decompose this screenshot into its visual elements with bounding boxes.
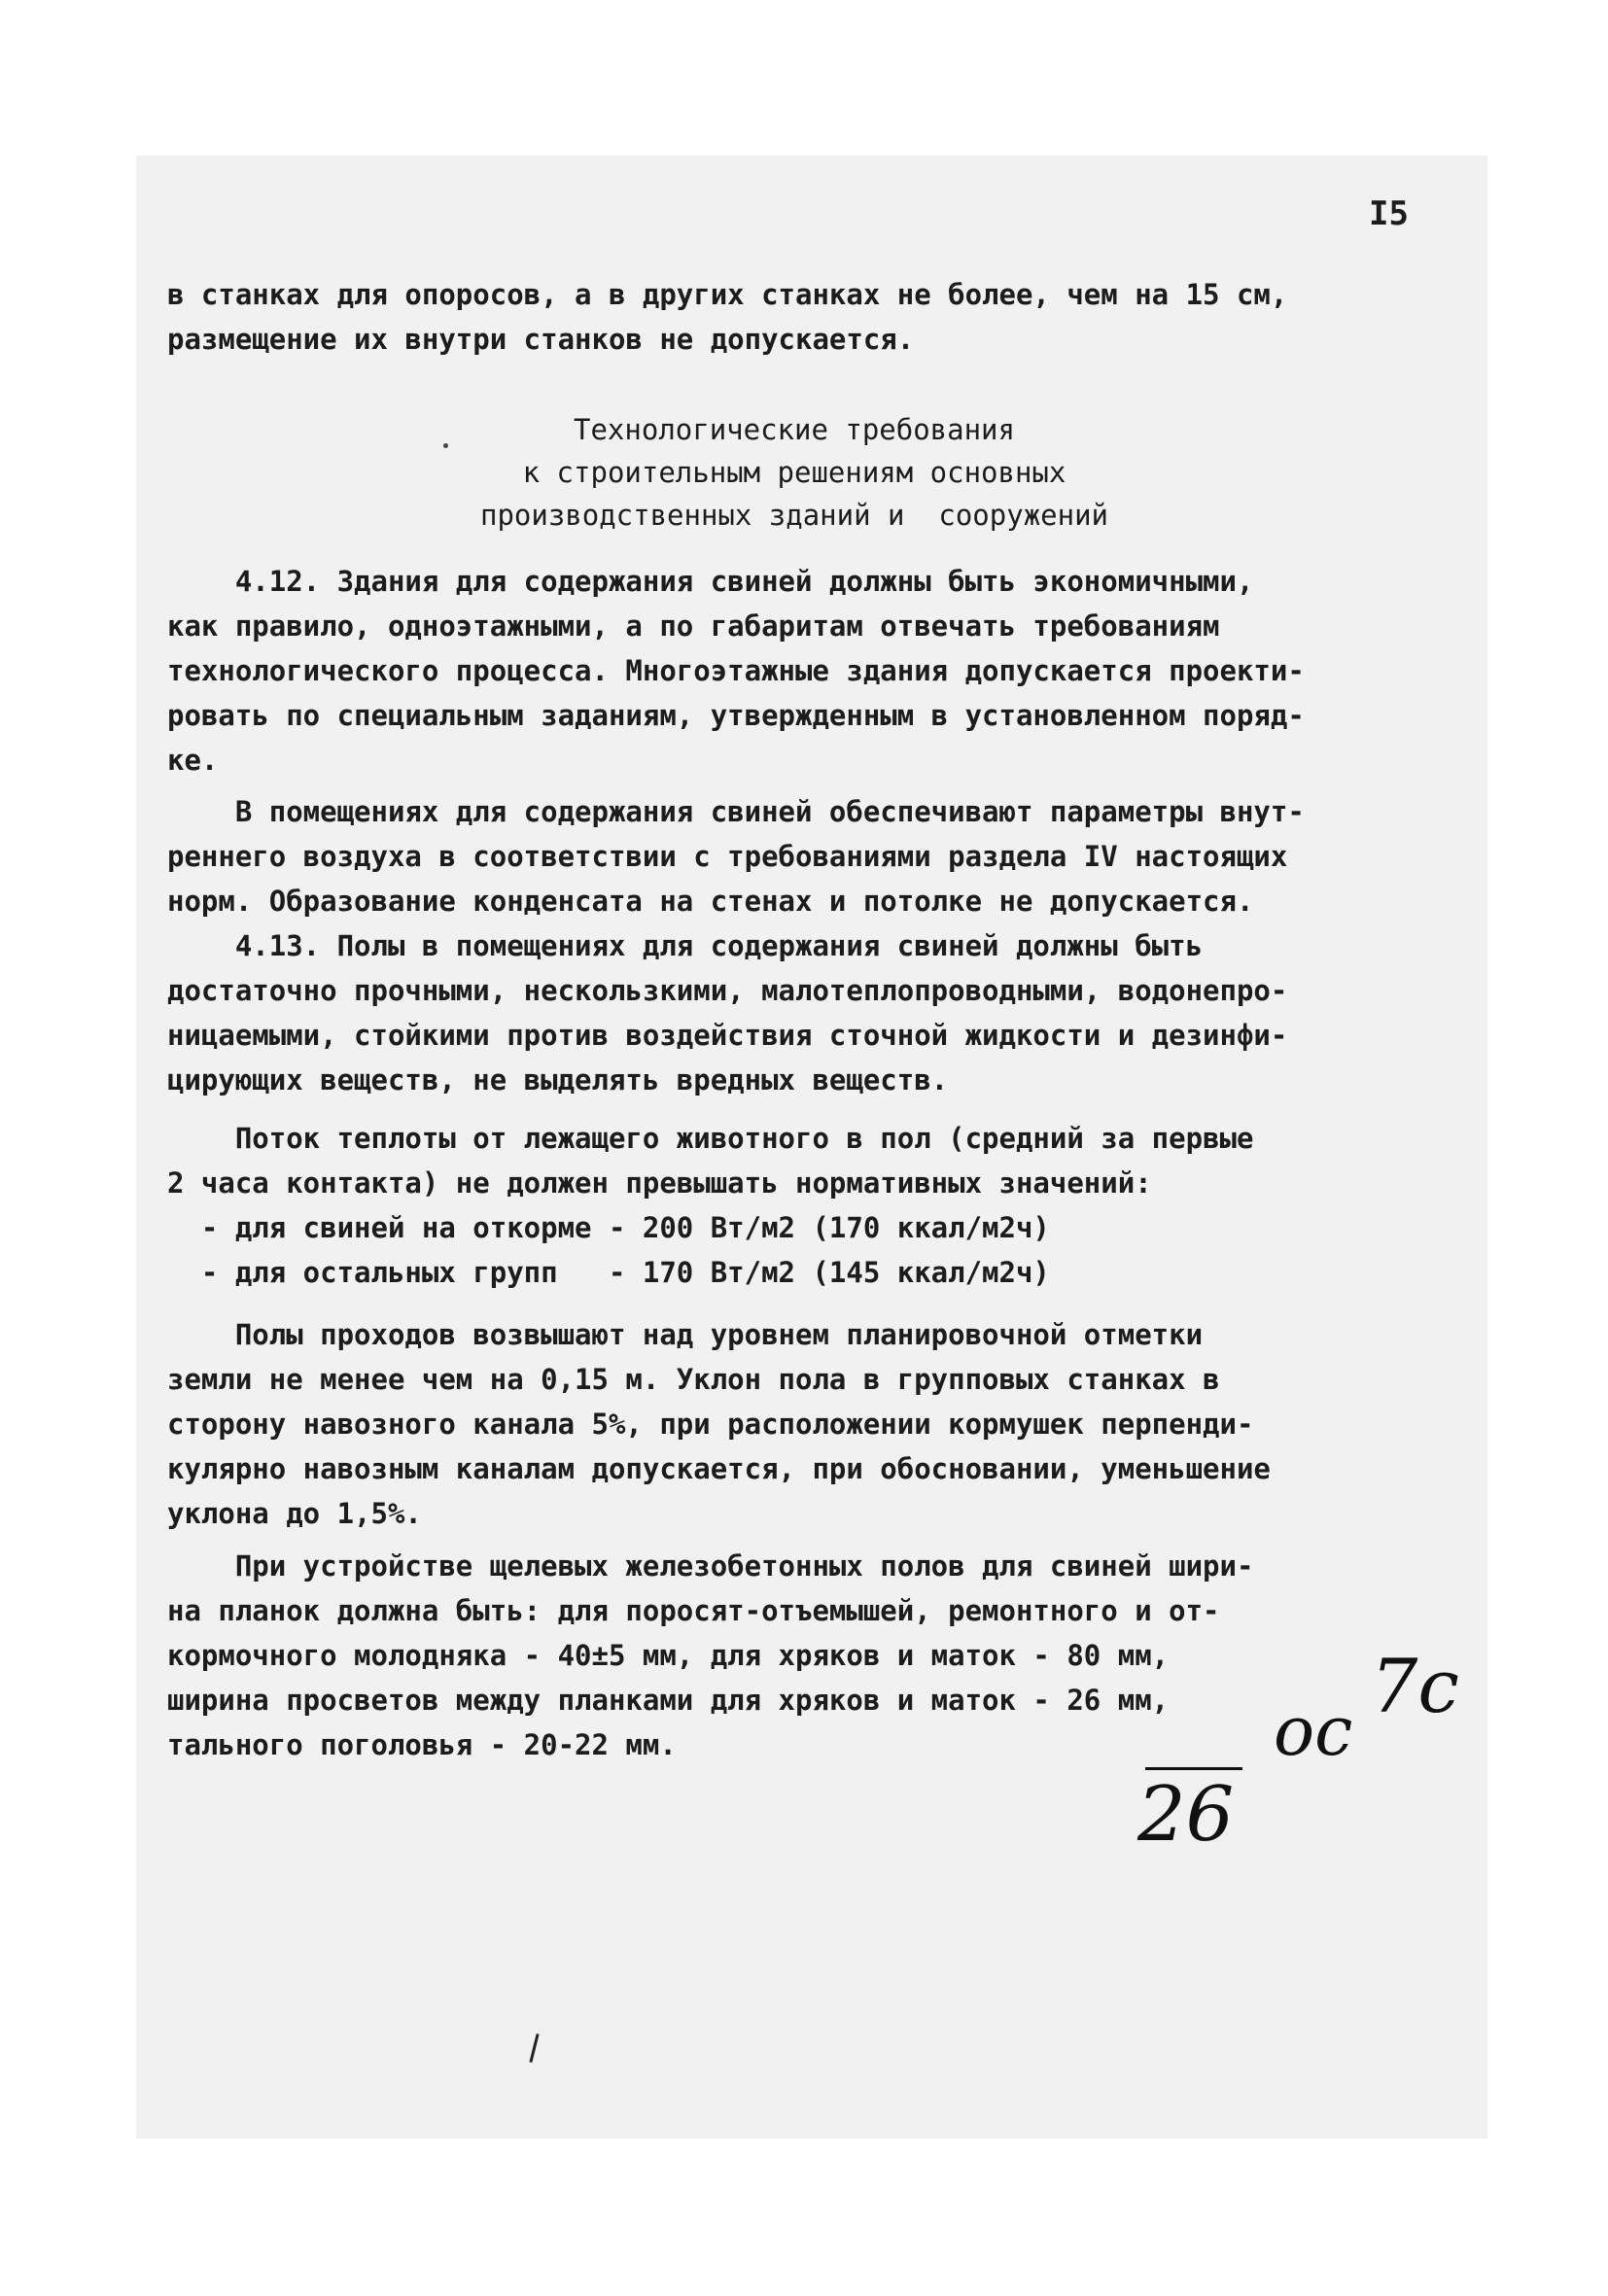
- list-item: - для свиней на откорме - 200 Вт/м2 (170 ккал/м2ч): [167, 1211, 1050, 1244]
- text-line: кулярно навозным каналам допускается, при обосновании, уменьшение: [167, 1452, 1271, 1485]
- text-line: как правило, одноэтажными, а по габаритам отвечать требованиям: [167, 609, 1220, 643]
- list-item: - для остальных групп - 170 Вт/м2 (145 ккал/м2ч): [167, 1256, 1050, 1289]
- paragraph-4-12: [167, 559, 1421, 783]
- text-line: сторону навозного канала 5%, при расположении кормушек перпенди-: [167, 1408, 1254, 1441]
- text-line: 2 часа контакта) не должен превышать нормативных значений:: [167, 1166, 1152, 1200]
- text-line: кормочного молодняка - 40±5 мм, для хряков и маток - 80 мм,: [167, 1639, 1170, 1672]
- handwritten-fraction-line: [1145, 1767, 1242, 1770]
- heading-line: к строительным решениям основных: [522, 456, 1066, 489]
- paragraph-heat-flow: [167, 1116, 1421, 1295]
- text-line: цирующих веществ, не выделять вредных веществ.: [167, 1063, 949, 1096]
- text-line: Полы проходов возвышают над уровнем планировочной отметки: [167, 1318, 1204, 1351]
- paragraph-indoor-air: [167, 789, 1421, 923]
- text-line: уклона до 1,5%.: [167, 1497, 422, 1530]
- scan-speck: [443, 443, 448, 448]
- text-line: норм. Образование конденсата на стенах и потолке не допускается.: [167, 885, 1254, 918]
- text-line: ке.: [167, 744, 219, 777]
- section-heading: [167, 408, 1421, 537]
- text-line: При устройстве щелевых железобетонных полов для свиней шири-: [167, 1549, 1254, 1583]
- text-line: технологического процесса. Многоэтажные здания допускается проекти-: [167, 654, 1305, 687]
- paragraph-slatted-floors: [167, 1544, 1421, 1767]
- top-paragraph: [167, 272, 1421, 362]
- text-line: ширина просветов между планками для хряков и маток - 26 мм,: [167, 1684, 1170, 1717]
- handwritten-note-top: 7с: [1371, 1643, 1459, 1729]
- heading-line: производственных зданий и сооружений: [479, 499, 1108, 532]
- text-line: в станках для опоросов, а в других станках не более, чем на 15 см,: [167, 278, 1288, 311]
- text-line: ницаемыми, стойкими против воздействия сточной жидкости и дезинфи-: [167, 1019, 1288, 1052]
- text-line: 4.12. Здания для содержания свиней должны быть экономичными,: [167, 565, 1254, 598]
- text-line: ровать по специальным заданиям, утвержденным в установленном поряд-: [167, 699, 1305, 732]
- text-line: Поток теплоты от лежащего животного в пол (средний за первые: [167, 1122, 1254, 1155]
- text-line: размещение их внутри станков не допускается.: [167, 323, 915, 356]
- handwritten-denominator: 26: [1137, 1771, 1235, 1859]
- paragraph-4-13: [167, 923, 1421, 1102]
- text-line: земли не менее чем на 0,15 м. Уклон пола в групповых станках в: [167, 1363, 1220, 1396]
- page-number: I5: [1369, 194, 1409, 233]
- text-line: достаточно прочными, нескользкими, малотеплопроводными, водонепро-: [167, 974, 1288, 1007]
- text-line: на планок должна быть: для поросят-отъемышей, ремонтного и от-: [167, 1594, 1220, 1627]
- text-line: 4.13. Полы в помещениях для содержания свиней должны быть: [167, 929, 1204, 962]
- text-line: реннего воздуха в соответствии с требованиями раздела IV настоящих: [167, 840, 1288, 873]
- text-line: тального поголовья - 20-22 мм.: [167, 1728, 677, 1761]
- handwritten-numerator: ос: [1274, 1691, 1353, 1771]
- text-line: В помещениях для содержания свиней обеспечивают параметры внут-: [167, 795, 1305, 828]
- heading-line: Технологические требования: [574, 413, 1015, 446]
- paragraph-passages: [167, 1312, 1421, 1536]
